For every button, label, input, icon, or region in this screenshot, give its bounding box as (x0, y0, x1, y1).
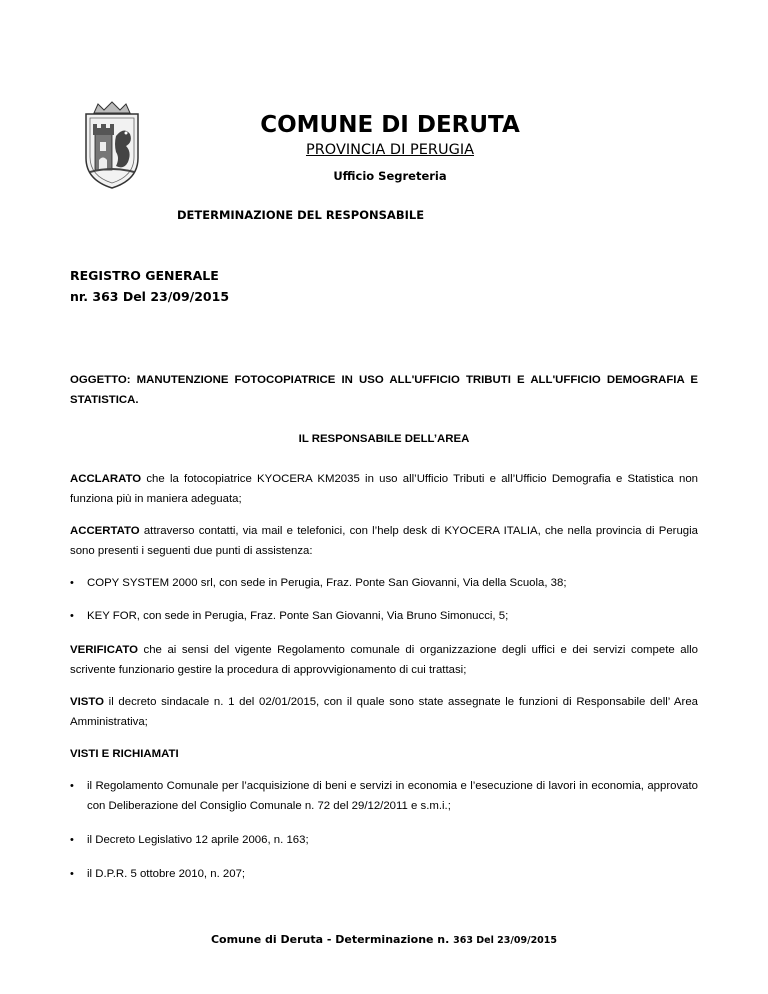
registry-number: nr. 363 Del 23/09/2015 (70, 289, 230, 304)
footer-number: 363 Del 23/09/2015 (453, 935, 558, 946)
paragraph-lead: VISTO (70, 696, 104, 708)
footer-text: Comune di Deruta - Determinazione n. (210, 933, 454, 946)
list-item: • il Regolamento Comunale per l’acquisizione di beni e servizi in economia e l’esecuzione di lavori in economia, approvato con Deliberazione del Consiglio Comunale n. 72 del 29/12/2011 e s.m.i.; (70, 776, 698, 816)
province-subtitle: PROVINCIA DI PERUGIA (305, 142, 475, 158)
paragraph-accertato (70, 521, 698, 561)
office-name: Ufficio Segreteria (333, 169, 447, 183)
paragraph-verificato (70, 640, 698, 680)
assistance-list (70, 606, 698, 626)
list-item: • KEY FOR, con sede in Perugia, Fraz. Ponte San Giovanni, Via Bruno Simonucci, 5; (70, 606, 698, 626)
references-list (70, 864, 698, 884)
list-item: • COPY SYSTEM 2000 srl, con sede in Perugia, Fraz. Ponte San Giovanni, Via della Scuola, 38; (70, 573, 698, 593)
paragraph-lead: ACCERTATO (70, 525, 140, 537)
paragraph-text: che ai sensi del vigente Regolamento comunale di organizzazione degli uffici e dei servizi compete allo scrivente funzionario gestire la procedura di approvvigionamento di cui trattasi; (70, 644, 698, 676)
page-footer (0, 933, 768, 946)
list-item: • il Decreto Legislativo 12 aprile 2006, n. 163; (70, 830, 698, 850)
paragraph-text: attraverso contatti, via mail e telefonici, con l’help desk di KYOCERA ITALIA, che nella provincia di Perugia sono presenti i seguenti due punti di assistenza: (70, 525, 698, 557)
coat-of-arms-icon (80, 100, 144, 190)
paragraph-text: il decreto sindacale n. 1 del 02/01/2015, con il quale sono state assegnate le funzioni di Responsabile dell’ Area Amministrativa; (70, 696, 698, 728)
registry-block (70, 265, 229, 307)
section-heading: IL RESPONSABILE DELL’AREA (298, 433, 470, 445)
assistance-list (70, 573, 698, 593)
paragraph-visto (70, 692, 698, 732)
paragraph-acclarato (70, 469, 698, 509)
references-list (70, 776, 698, 816)
paragraph-lead: ACCLARATO (70, 473, 142, 485)
paragraph-lead: VERIFICATO (70, 644, 138, 656)
list-item: • il D.P.R. 5 ottobre 2010, n. 207; (70, 864, 698, 884)
registry-label: REGISTRO GENERALE (70, 268, 219, 283)
paragraph-text: che la fotocopiatrice KYOCERA KM2035 in uso all’Ufficio Tributi e all’Ufficio Demografia e Statistica non funziona più in maniera adeguata; (70, 473, 698, 505)
visti-heading: VISTI E RICHIAMATI (70, 748, 179, 760)
page-title: COMUNE DI DERUTA (260, 112, 520, 138)
subject-line: OGGETTO: MANUTENZIONE FOTOCOPIATRICE IN USO ALL'UFFICIO TRIBUTI E ALL'UFFICIO DEMOGRAFIA E STATISTICA. (70, 374, 698, 406)
references-list (70, 830, 698, 850)
determination-title: DETERMINAZIONE DEL RESPONSABILE (177, 208, 425, 222)
